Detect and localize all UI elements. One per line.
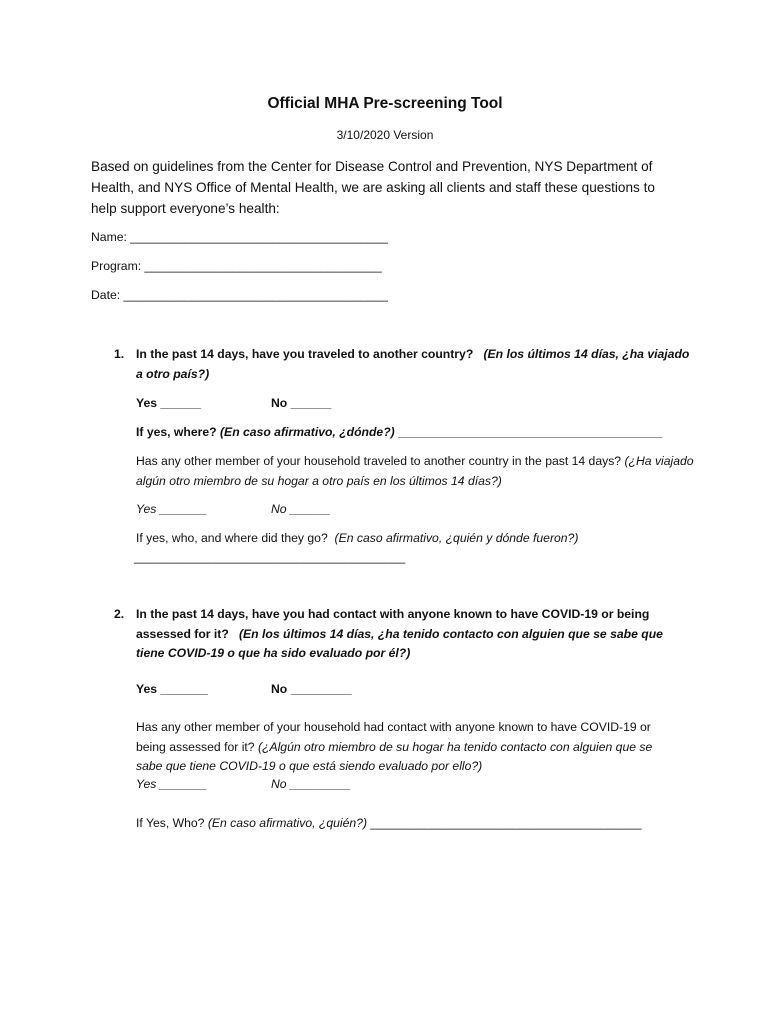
question-2-who xyxy=(136,814,642,834)
question-2-number: 2. xyxy=(114,607,125,621)
question-2-who-spanish: (En caso afirmativo, ¿quién?) xyxy=(207,816,368,830)
question-1-household-english: Has any other member of your household traveled to another country in the past 14 days? xyxy=(136,454,622,468)
question-1-no[interactable]: No ______ xyxy=(271,396,332,410)
question-1-where[interactable] xyxy=(136,423,662,443)
question-1-who-line[interactable]: ________________________________________ xyxy=(134,550,406,564)
question-2-household-yes[interactable]: Yes _______ xyxy=(136,777,208,791)
date-field[interactable]: Date: _______________________________________ xyxy=(91,288,388,302)
question-2-household-spanish: (¿Algún otro miembro de su hogar ha tenido contacto con alguien que se sabe que tiene COVID-19 o que está siendo evaluado por ello?) xyxy=(136,739,653,773)
program-field[interactable]: Program: ___________________________________ xyxy=(91,259,382,273)
question-2-who-label: If Yes, Who? xyxy=(136,816,205,830)
question-1-text xyxy=(136,345,696,384)
intro-paragraph: Based on guidelines from the Center for Disease Control and Prevention, NYS Department of Health, and NYS Office of Mental Health, we are asking all clients and staff these questions to help support everyone’s health: xyxy=(91,159,655,216)
question-2-household-english: Has any other member of your household had contact with anyone known to have COVID-19 or being assessed for it? xyxy=(136,720,651,754)
question-2-who-line[interactable]: ________________________________________ xyxy=(370,816,642,830)
question-1-who xyxy=(136,529,578,549)
document-title: Official MHA Pre-screening Tool xyxy=(267,95,503,112)
question-2-no[interactable]: No _________ xyxy=(271,682,352,696)
question-1-where-spanish: (En caso afirmativo, ¿dónde?) xyxy=(220,425,395,439)
question-1-household-no[interactable]: No ______ xyxy=(271,502,331,516)
question-2-yes[interactable]: Yes _______ xyxy=(136,682,208,696)
question-2-household xyxy=(136,718,681,777)
question-1-where-line[interactable]: _______________________________________ xyxy=(398,425,663,439)
version-label: 3/10/2020 Version xyxy=(336,128,434,142)
question-1-spanish: (En los últimos 14 días, ¿ha viajado a otro país?) xyxy=(136,347,690,381)
question-1-household-yes[interactable]: Yes _______ xyxy=(136,502,208,516)
question-2-text xyxy=(136,605,681,664)
question-1-who-label: If yes, who, and where did they go? xyxy=(136,531,328,545)
question-1-household-spanish: (¿Ha viajado algún otro miembro de su hogar a otro país en los últimos 14 días?) xyxy=(136,454,694,488)
question-1-who-spanish: (En caso afirmativo, ¿quién y dónde fueron?) xyxy=(334,531,579,545)
question-2-english: In the past 14 days, have you had contact with anyone known to have COVID-19 or being assessed for it? xyxy=(136,607,650,641)
question-2-spanish: (En los últimos 14 días, ¿ha tenido contacto con alguien que se sabe que tiene COVID-19 o que ha sido evaluado por él?) xyxy=(136,626,663,660)
question-1-household xyxy=(136,452,696,491)
question-1-yes[interactable]: Yes ______ xyxy=(136,396,202,410)
question-1-where-label: If yes, where? xyxy=(136,425,217,439)
question-1-number: 1. xyxy=(114,347,125,361)
name-field[interactable]: Name: ______________________________________ xyxy=(91,230,388,244)
question-2-household-no[interactable]: No _________ xyxy=(271,777,351,791)
question-1-english: In the past 14 days, have you traveled to another country? xyxy=(136,347,474,361)
